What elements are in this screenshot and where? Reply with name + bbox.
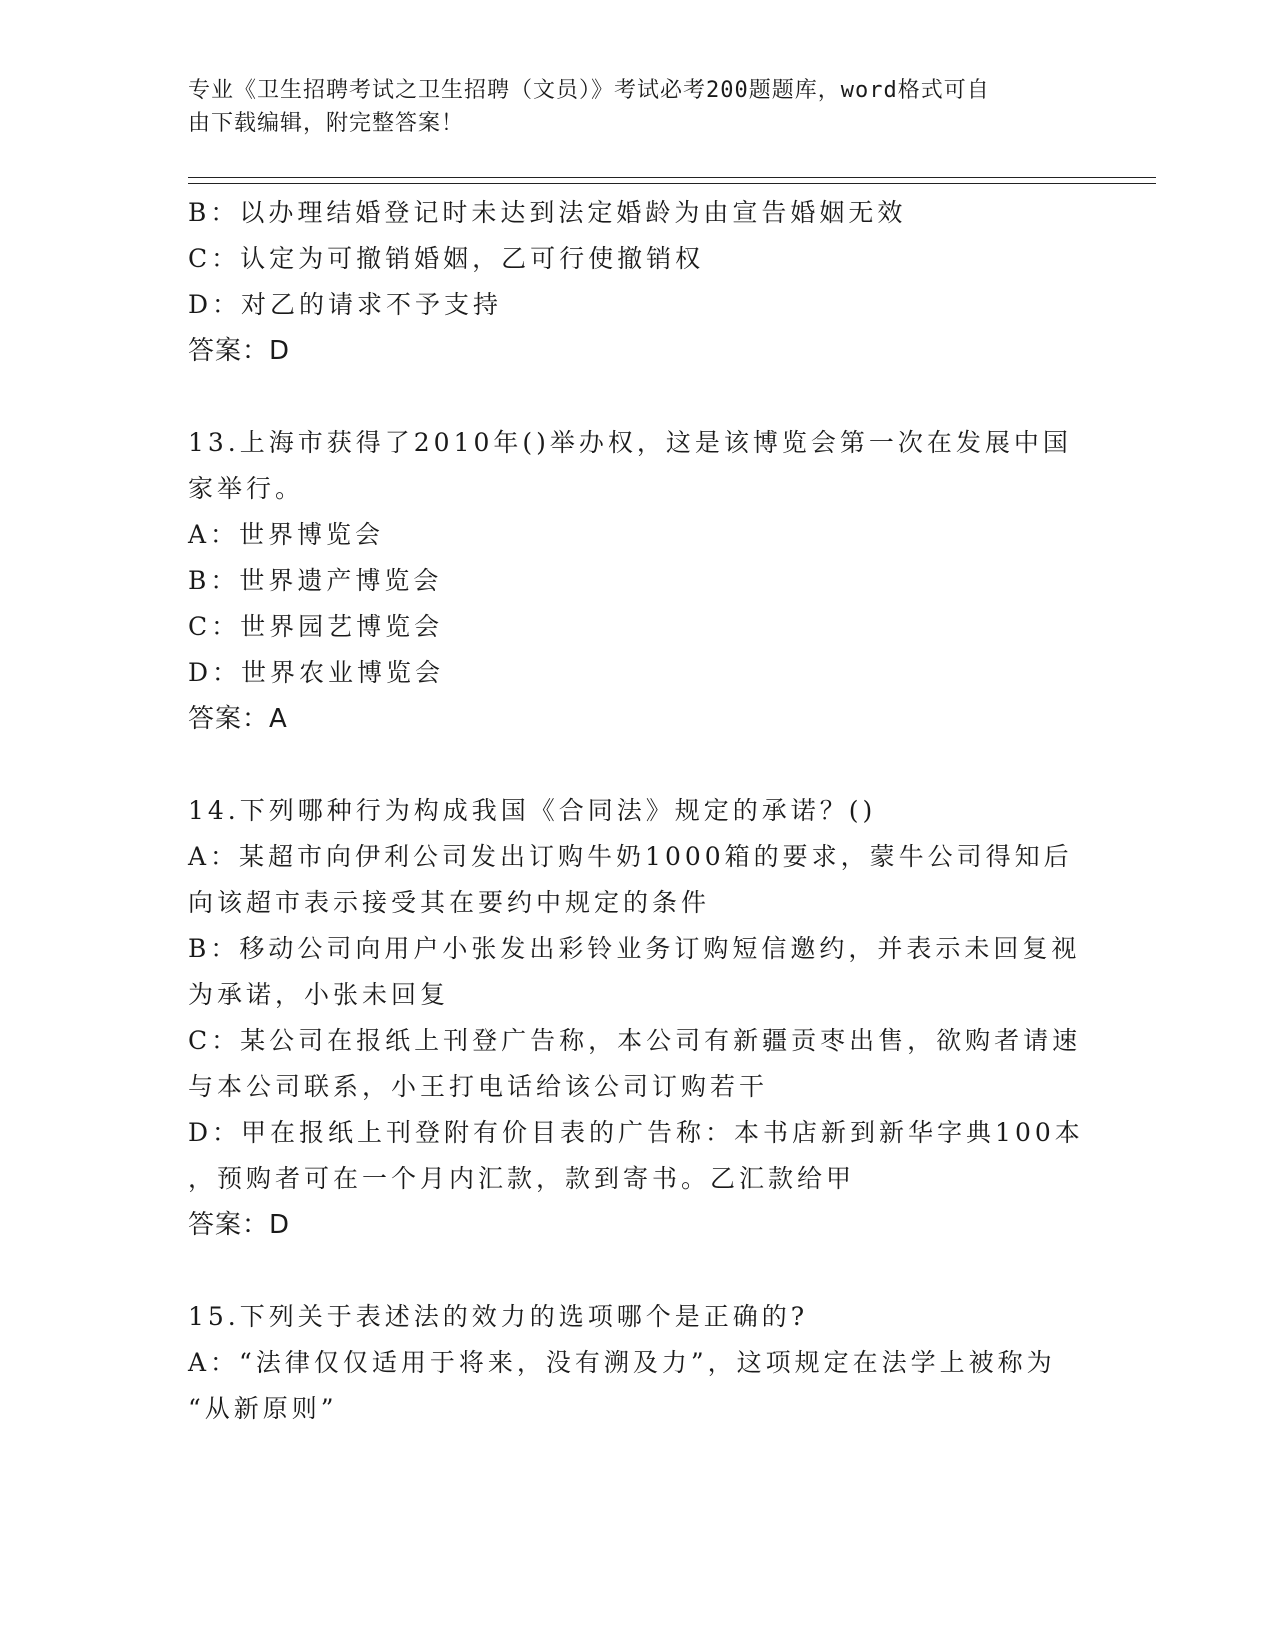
option-d-cont: ，预购者可在一个月内汇款，款到寄书。乙汇款给甲 (188, 1164, 856, 1193)
option-a-cont: “从新原则” (188, 1394, 338, 1423)
option-d: D：对乙的请求不予支持 (188, 290, 503, 319)
question-text: 13.上海市获得了2010年()举办权，这是该博览会第一次在发展中国 (188, 428, 1072, 457)
question-14 (188, 788, 1088, 1248)
question-13 (188, 420, 1088, 742)
header-line-2: 由下载编辑，附完整答案！ (188, 111, 465, 136)
option-c: C：某公司在报纸上刊登广告称，本公司有新疆贡枣出售，欲购者请速 (188, 1026, 1082, 1055)
spacer (188, 742, 1088, 788)
option-a-cont: 向该超市表示接受其在要约中规定的条件 (188, 888, 711, 917)
option-b: B：移动公司向用户小张发出彩铃业务订购短信邀约，并表示未回复视 (188, 934, 1081, 963)
header-line-1: 专业《卫生招聘考试之卫生招聘（文员）》考试必考200题题库，word格式可自 (188, 78, 990, 103)
option-a: A：世界博览会 (188, 520, 385, 549)
question-text: 14.下列哪种行为构成我国《合同法》规定的承诺？() (188, 796, 877, 825)
option-a: A：“法律仅仅适用于将来，没有溯及力”，这项规定在法学上被称为 (188, 1348, 1056, 1377)
spacer (188, 374, 1088, 420)
question-text: 15.下列关于表述法的效力的选项哪个是正确的? (188, 1302, 809, 1331)
question-12-tail (188, 190, 1088, 374)
option-d: D：世界农业博览会 (188, 658, 445, 687)
header-divider-bottom (188, 183, 1156, 184)
question-15 (188, 1294, 1088, 1432)
answer: 答案：A (188, 704, 288, 734)
question-text: 家举行。 (188, 474, 305, 503)
option-b: B：世界遗产博览会 (188, 566, 443, 595)
question-content (188, 190, 1088, 1432)
option-b: B：以办理结婚登记时未达到法定婚龄为由宣告婚姻无效 (188, 198, 907, 227)
spacer (188, 1248, 1088, 1294)
answer: 答案：D (188, 336, 291, 366)
option-c-cont: 与本公司联系，小王打电话给该公司订购若干 (188, 1072, 769, 1101)
document-header (188, 74, 1068, 140)
option-a: A：某超市向伊利公司发出订购牛奶1000箱的要求，蒙牛公司得知后 (188, 842, 1073, 871)
option-c: C：世界园艺博览会 (188, 612, 444, 641)
option-c: C：认定为可撤销婚姻，乙可行使撤销权 (188, 244, 705, 273)
answer: 答案：D (188, 1210, 291, 1240)
option-d: D：甲在报纸上刊登附有价目表的广告称：本书店新到新华字典100本 (188, 1118, 1084, 1147)
option-b-cont: 为承诺，小张未回复 (188, 980, 450, 1009)
header-divider-top (188, 177, 1156, 178)
